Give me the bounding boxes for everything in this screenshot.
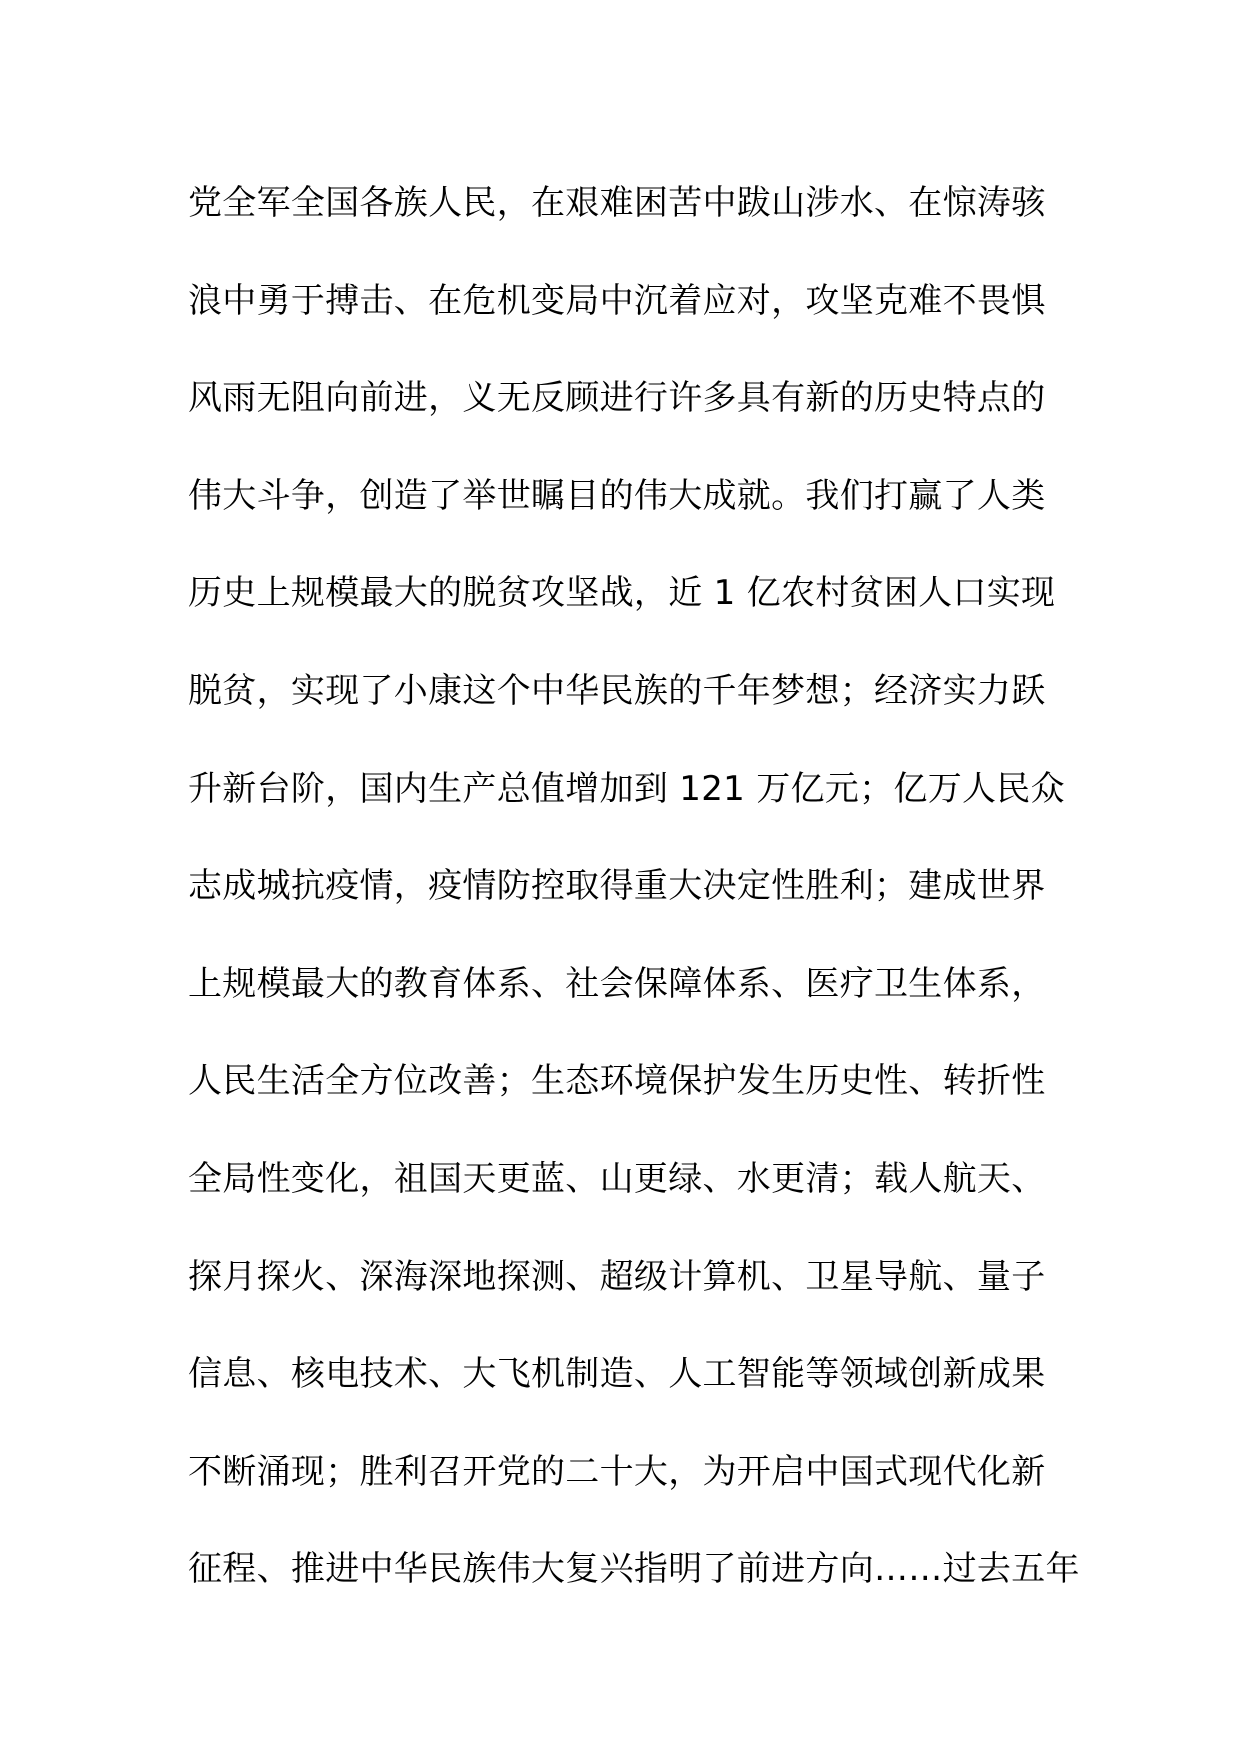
text-line: 不断涌现；胜利召开党的二十大，为开启中国式现代化新	[188, 1451, 1046, 1492]
text-line: 升新台阶，国内生产总值增加到 121 万亿元；亿万人民众	[188, 768, 1065, 809]
text-line: 信息、核电技术、大飞机制造、人工智能等领域创新成果	[188, 1354, 1046, 1395]
text-line: 人民生活全方位改善；生态环境保护发生历史性、转折性	[188, 1061, 1046, 1102]
text-line: 伟大斗争，创造了举世瞩目的伟大成就。我们打赢了人类	[188, 475, 1046, 516]
body-text	[188, 172, 1080, 1636]
text-line: 浪中勇于搏击、在危机变局中沉着应对，攻坚克难不畏惧	[188, 280, 1046, 321]
text-line: 历史上规模最大的脱贫攻坚战，近 1 亿农村贫困人口实现	[188, 573, 1056, 614]
text-line: 上规模最大的教育体系、社会保障体系、医疗卫生体系，	[188, 963, 1046, 1004]
text-line: 探月探火、深海深地探测、超级计算机、卫星导航、量子	[188, 1256, 1046, 1297]
text-line: 征程、推进中华民族伟大复兴指明了前进方向……过去五年	[188, 1549, 1080, 1590]
text-line: 全局性变化，祖国天更蓝、山更绿、水更清；载人航天、	[188, 1158, 1046, 1199]
text-line: 风雨无阻向前进，义无反顾进行许多具有新的历史特点的	[188, 378, 1046, 419]
text-line: 脱贫，实现了小康这个中华民族的千年梦想；经济实力跃	[188, 670, 1046, 711]
text-line: 志成城抗疫情，疫情防控取得重大决定性胜利；建成世界	[188, 866, 1046, 907]
text-line: 党全军全国各族人民，在艰难困苦中跋山涉水、在惊涛骇	[188, 183, 1046, 223]
